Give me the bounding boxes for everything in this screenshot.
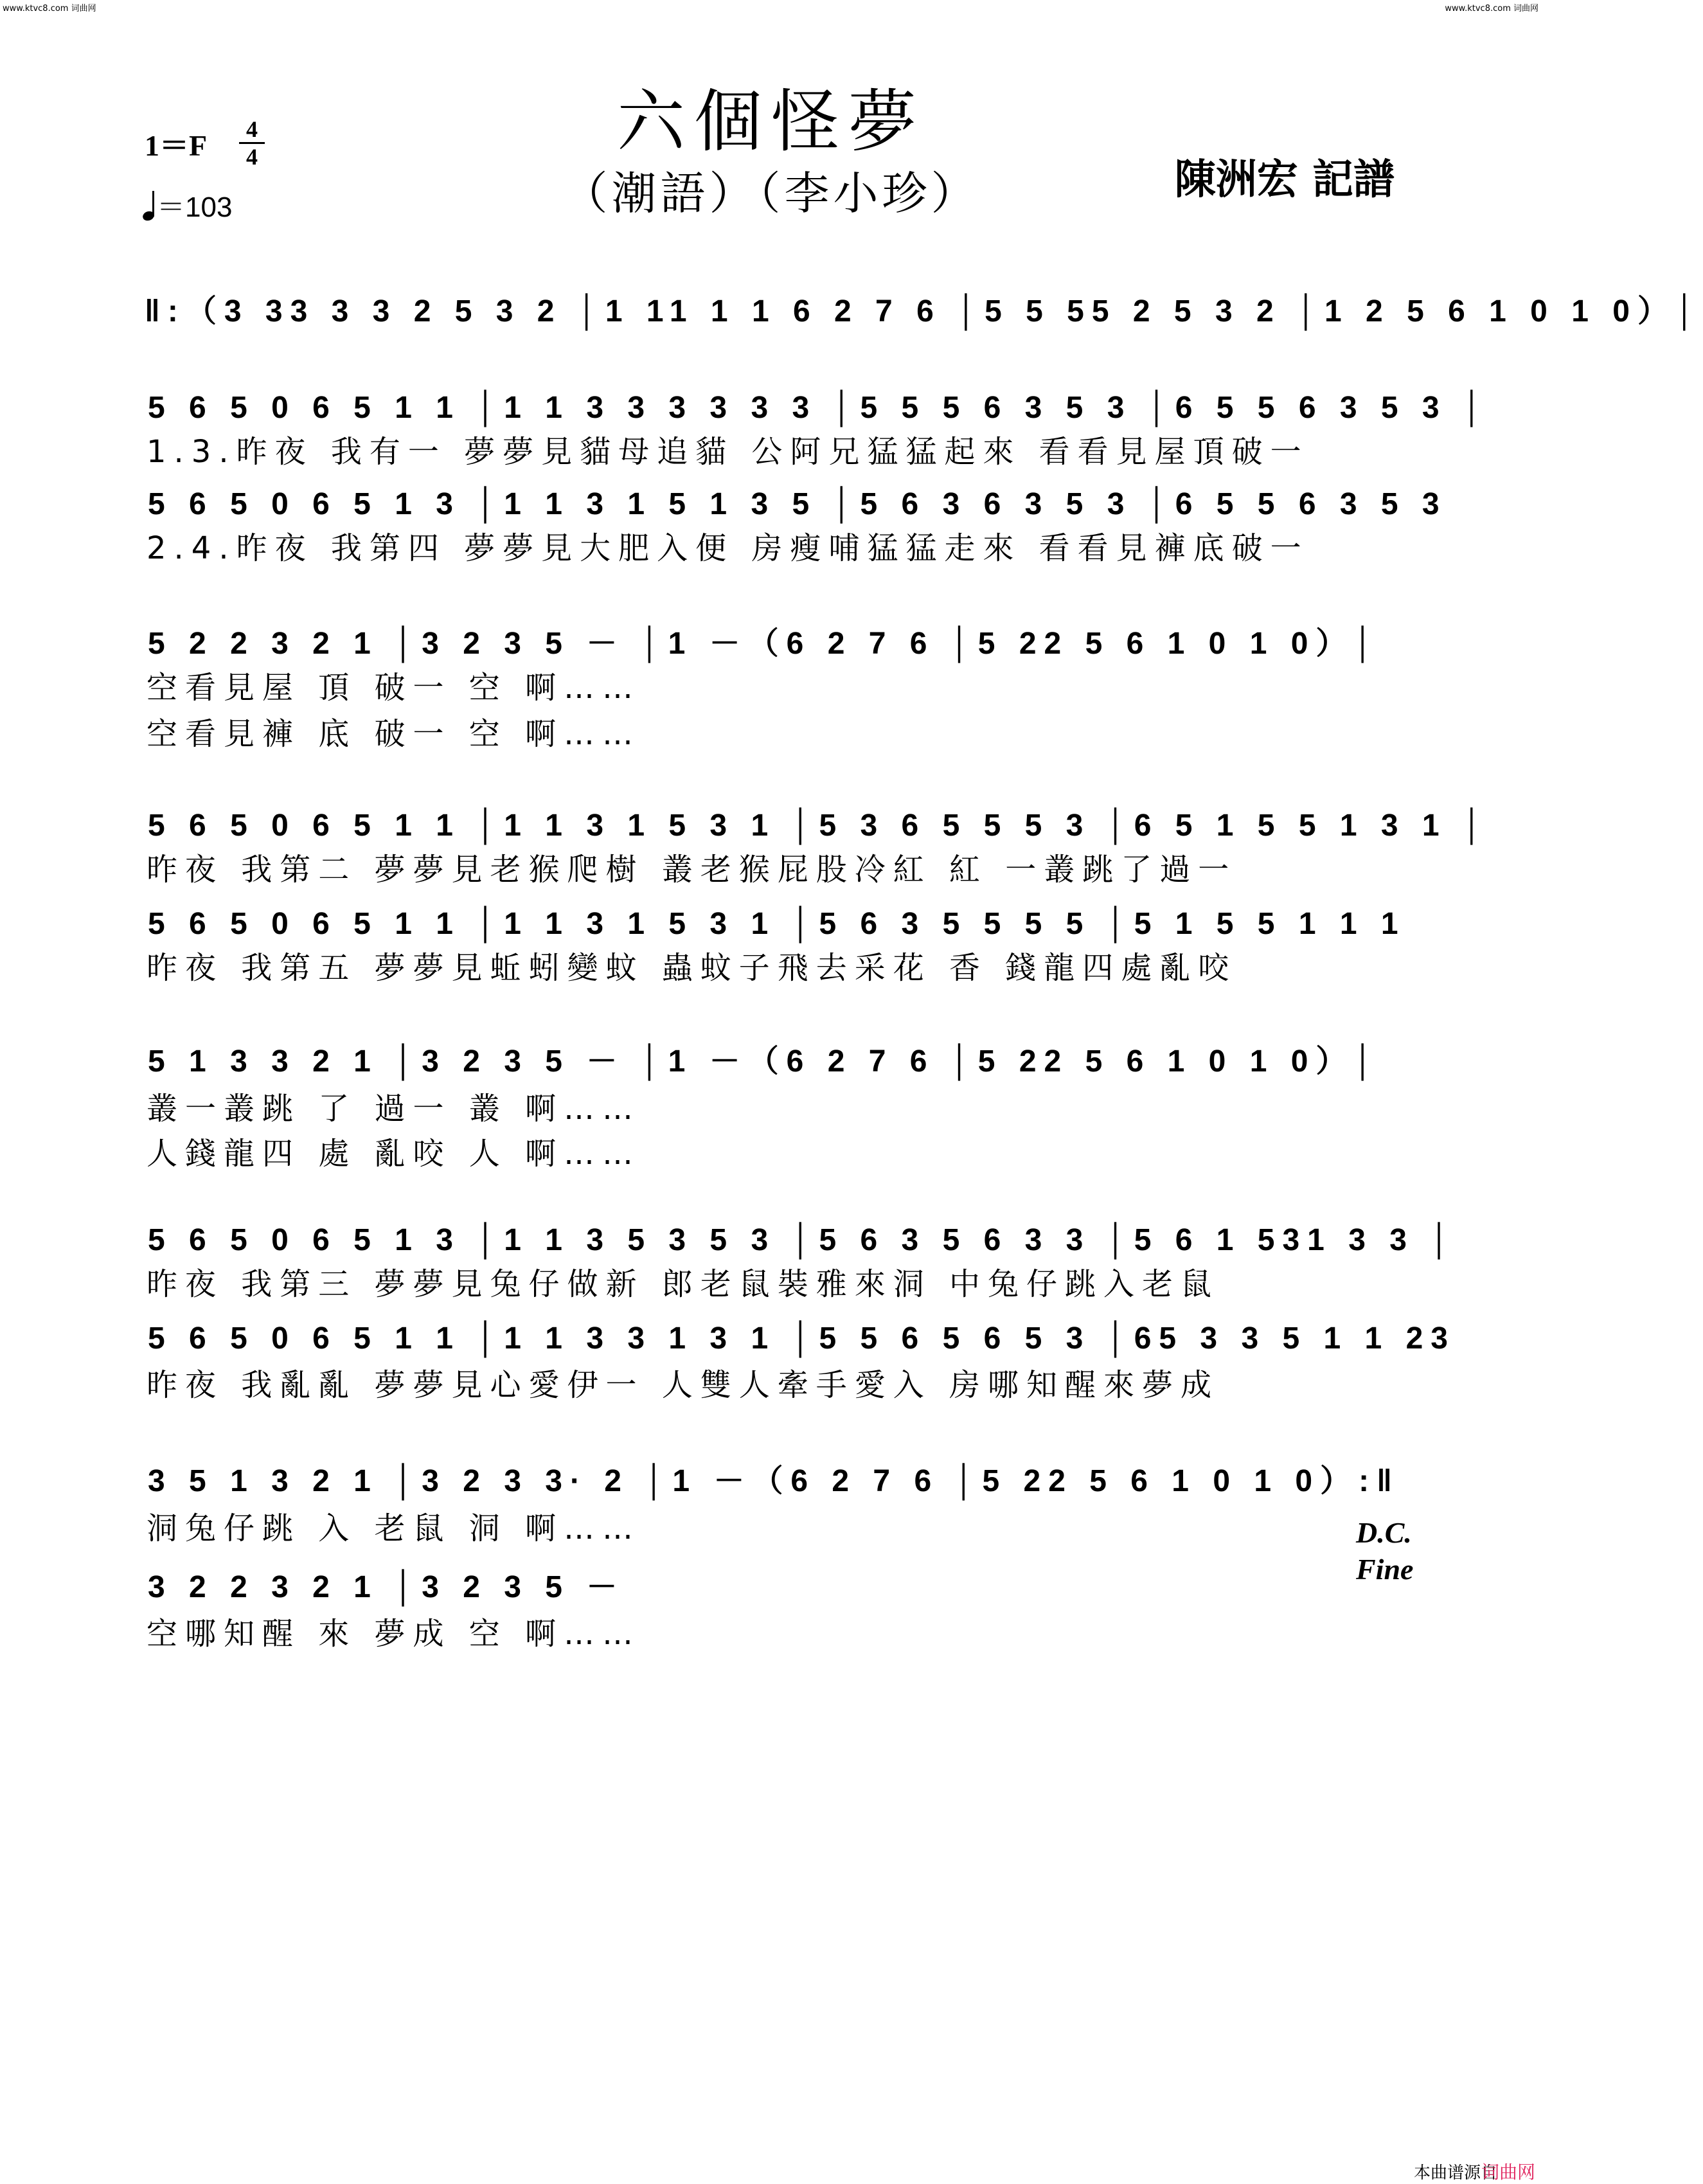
song-title: 六個怪夢	[617, 82, 925, 161]
time-denominator: 4	[246, 144, 258, 170]
system-4-lyric-2: 人錢龍四 處 亂咬 人 啊……	[147, 1136, 641, 1172]
system-5-lyric-2: 昨夜 我亂亂 夢夢見心愛伊一 人雙人牽手愛入 房哪知醒來夢成	[147, 1367, 1220, 1403]
system-1-notes-2: 5 6 5 0 6 5 1 3 │1 1 3 1 5 1 3 5 │5 6 3 6 3 5 3 │6 5 5 6 3 5 3	[148, 487, 1447, 521]
system-4-lyric-1: 叢一叢跳 了 過一 叢 啊……	[147, 1091, 641, 1127]
system-1-notes-1: 5 6 5 0 6 5 1 1 │1 1 3 3 3 3 3 3 │5 5 5 6 3 5 3 │6 5 5 6 3 5 3 │	[148, 391, 1490, 425]
system-6-notes-1: 3 5 1 3 2 1 │3 2 3 3· 2 │1 －（6 2 7 6 │5 22 5 6 1 0 1 0）:‖	[148, 1464, 1400, 1498]
watermark-left: www.ktvc8.com 词曲网	[3, 4, 96, 13]
system-5-notes-2: 5 6 5 0 6 5 1 1 │1 1 3 3 1 3 1 │5 5 6 5 6 5 3 │65 3 3 5 1 1 23	[148, 1321, 1456, 1356]
system-4-notes-1: 5 1 3 3 2 1 │3 2 3 5 － │1 －（6 2 7 6 │5 22 5 6 1 0 1 0）│	[148, 1044, 1382, 1079]
time-numerator: 4	[246, 116, 258, 142]
system-6-lyric-2: 空哪知醒 來 夢成 空 啊……	[147, 1616, 641, 1652]
system-1-lyric-2: 2.4.昨夜 我第四 夢夢見大肥入便 房瘦哺猛猛走來 看看見褲底破一	[147, 530, 1309, 566]
system-2-notes-1: 5 2 2 3 2 1 │3 2 3 5 － │1 －（6 2 7 6 │5 22 5 6 1 0 1 0）│	[148, 627, 1382, 661]
system-6-lyric-1: 洞兔仔跳 入 老鼠 洞 啊……	[147, 1510, 641, 1546]
footer-source-text: 本曲谱源自	[1414, 2163, 1498, 2183]
system-2-lyric-2: 空看見褲 底 破一 空 啊……	[147, 716, 641, 752]
system-5-notes-1: 5 6 5 0 6 5 1 3 │1 1 3 5 3 5 3 │5 6 3 5 6 3 3 │5 6 1 531 3 3 │	[148, 1223, 1458, 1257]
time-signature	[239, 117, 265, 169]
footer-site-link[interactable]: 词曲网	[1481, 2162, 1536, 2183]
system-3-notes-2: 5 6 5 0 6 5 1 1 │1 1 3 1 5 3 1 │5 6 3 5 5 5 5 │5 1 5 5 1 1 1	[148, 907, 1406, 941]
system-1-lyric-1: 1.3.昨夜 我有一 夢夢見貓母追貓 公阿兄猛猛起來 看看見屋頂破一	[147, 434, 1309, 470]
system-6-notes-2: 3 2 2 3 2 1 │3 2 3 5 －	[148, 1570, 625, 1604]
system-3-lyric-2: 昨夜 我第五 夢夢見蚯蚓變蚊 蟲蚊子飛去采花 香 錢龍四處亂咬	[147, 950, 1237, 986]
quarter-note-icon	[143, 190, 157, 222]
intro-line: ‖:（3 33 3 3 2 5 3 2 │1 11 1 1 6 2 7 6 │5 5 55 2 5 3 2 │1 2 5 6 1 0 1 0）│	[145, 294, 1703, 328]
tempo-marking	[143, 184, 232, 225]
system-3-lyric-1: 昨夜 我第二 夢夢見老猴爬樹 叢老猴屁股冷紅 紅 一叢跳了過一	[147, 852, 1237, 888]
song-subtitle: （潮語）（李小珍）	[562, 167, 980, 220]
system-2-lyric-1: 空看見屋 頂 破一 空 啊……	[147, 670, 641, 706]
system-5-lyric-1: 昨夜 我第三 夢夢見兔仔做新 郎老鼠裝雅來洞 中兔仔跳入老鼠	[147, 1266, 1220, 1302]
watermark-right: www.ktvc8.com 词曲网	[1445, 4, 1538, 13]
dc-marking: D.C.	[1356, 1516, 1412, 1549]
key-signature: 1＝F	[145, 129, 208, 162]
transcriber-credit: 陳洲宏 記譜	[1174, 156, 1395, 204]
fine-marking: Fine	[1356, 1553, 1414, 1586]
system-3-notes-1: 5 6 5 0 6 5 1 1 │1 1 3 1 5 3 1 │5 3 6 5 5 5 3 │6 5 1 5 5 1 3 1 │	[148, 809, 1490, 843]
tempo-value: ＝103	[157, 192, 233, 223]
